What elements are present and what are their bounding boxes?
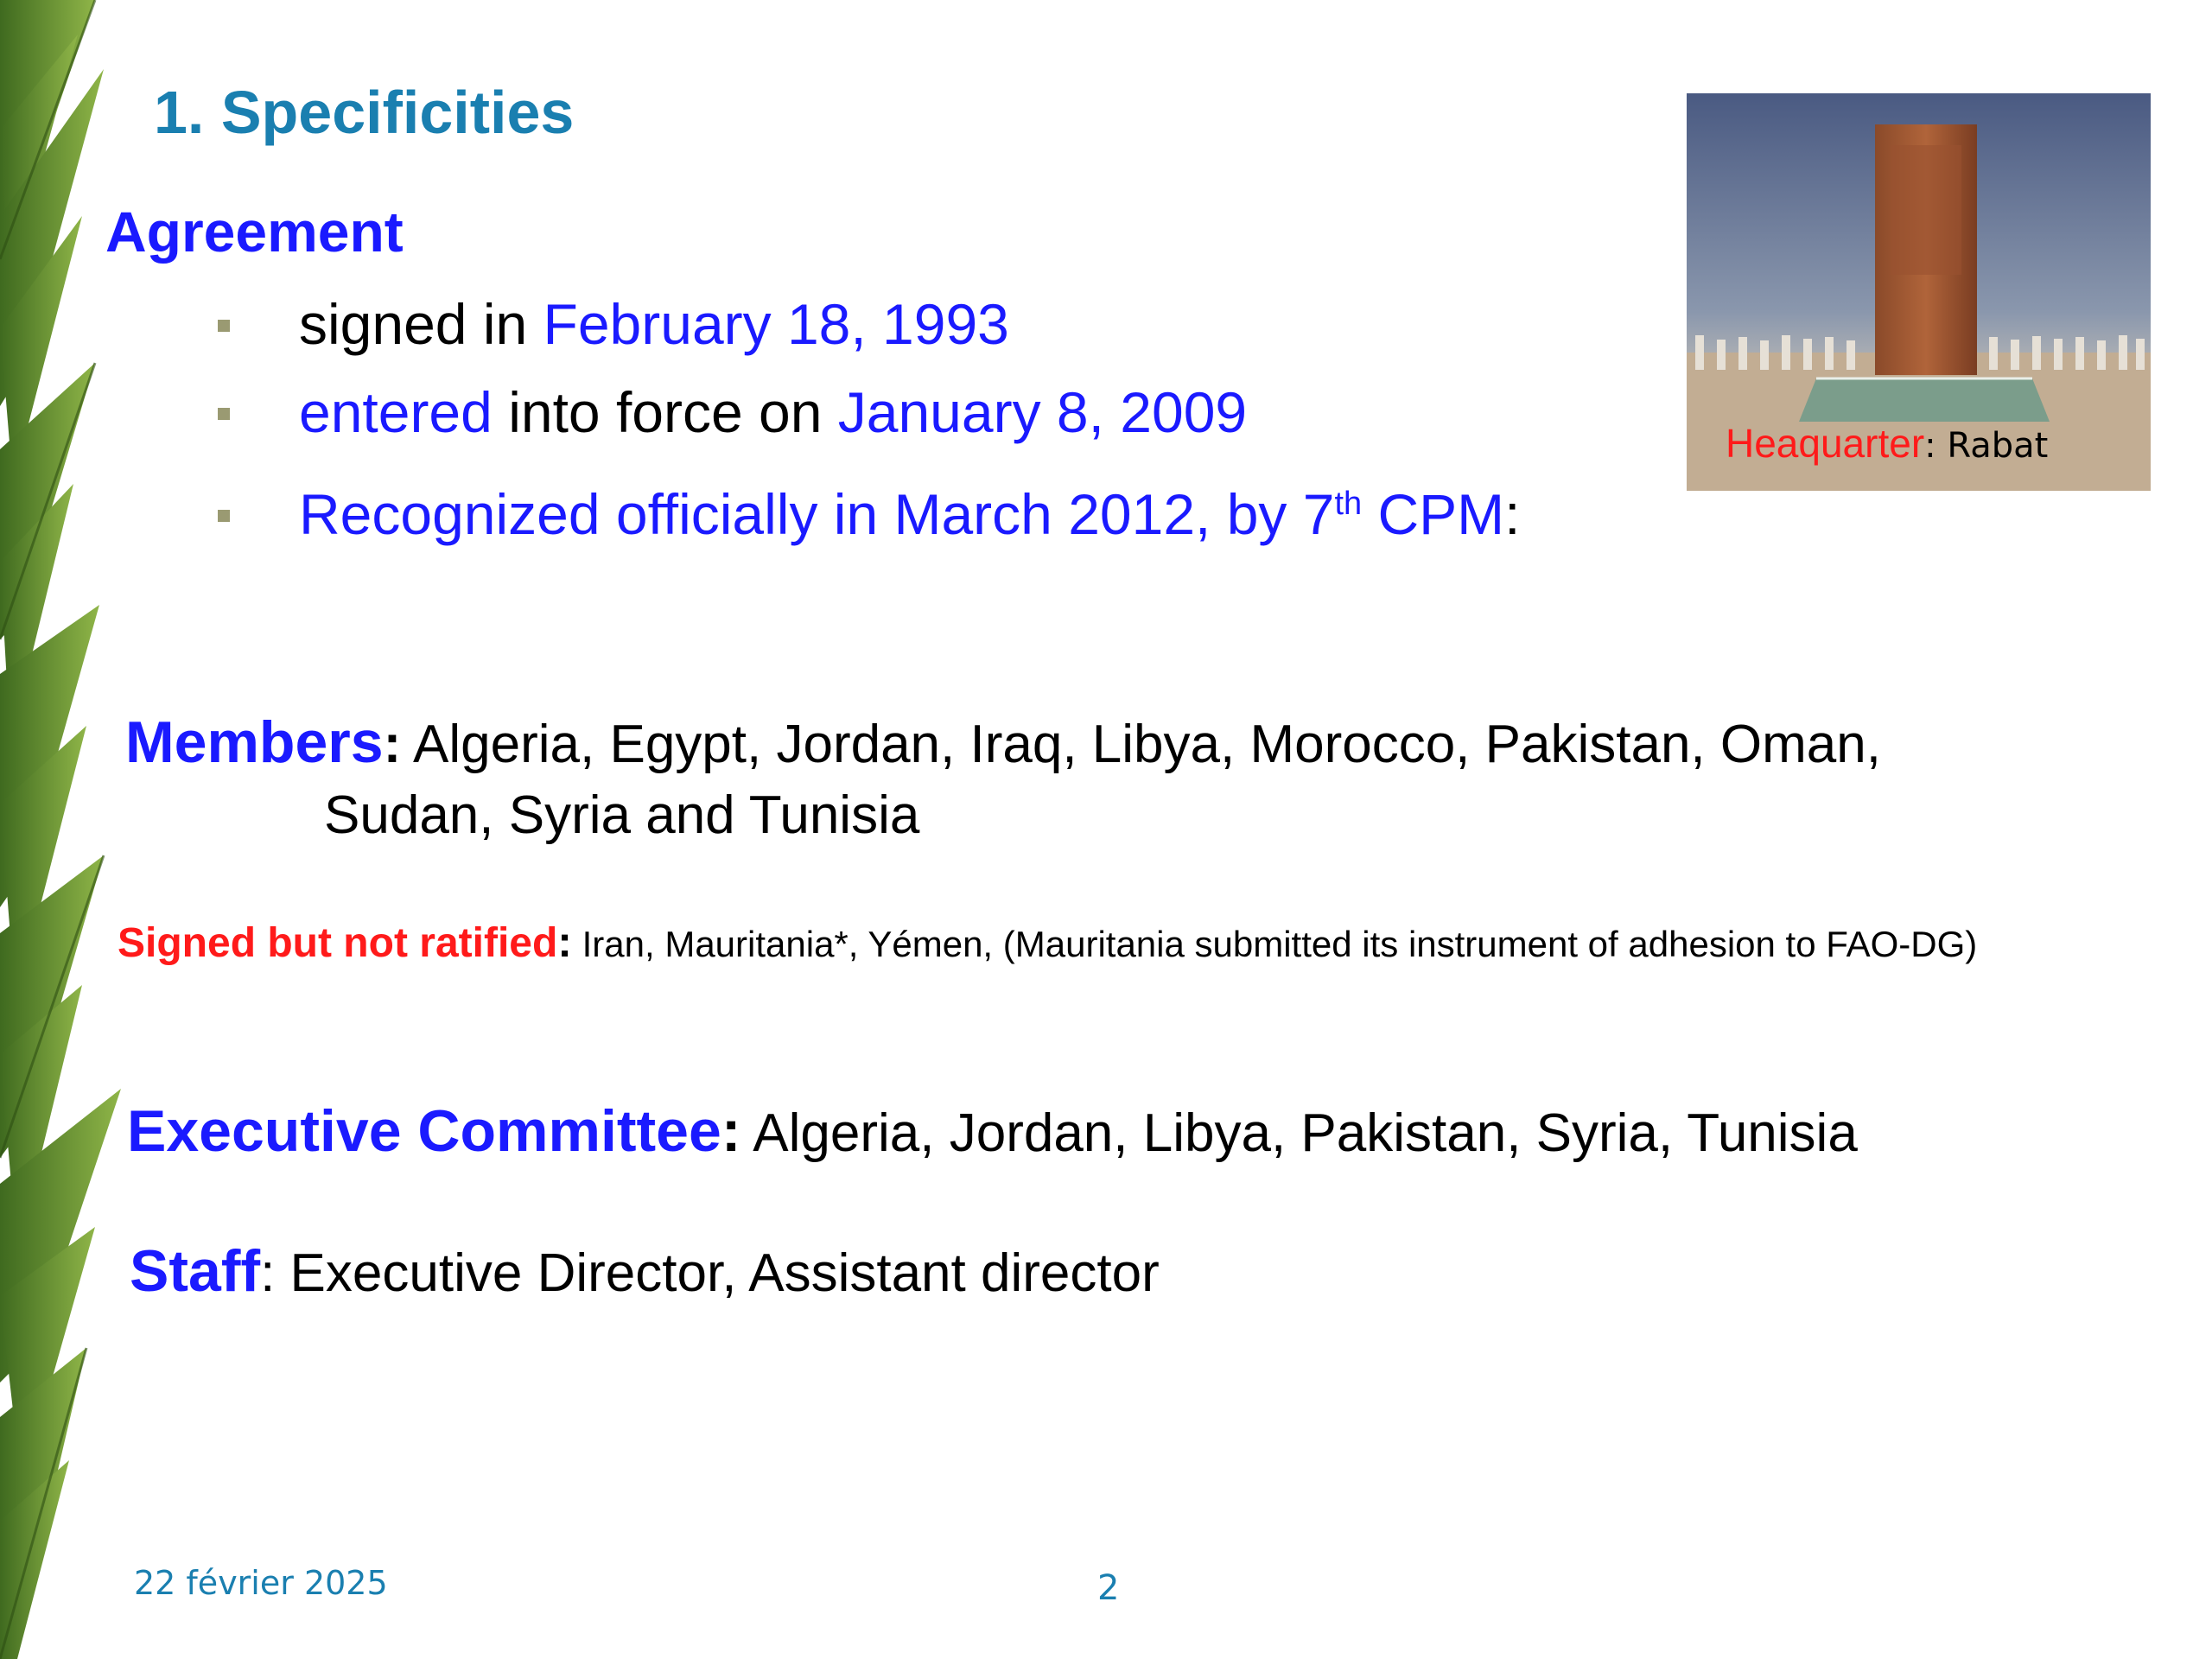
members-list-2: Sudan, Syria and Tunisia <box>324 785 920 845</box>
executive-committee-section <box>127 1097 1858 1165</box>
recognized-text: Recognized officially in March 2012, by 7 <box>299 482 1335 546</box>
colon: : <box>1504 482 1521 546</box>
force-date: January 8, 2009 <box>837 380 1248 444</box>
slide-title: 1. Specificities <box>154 79 575 146</box>
into-force-text: into force on <box>492 380 838 444</box>
members-label: Members <box>125 709 384 775</box>
signed-label: Signed but not ratified <box>118 920 558 966</box>
headquarters-photo <box>1687 93 2151 491</box>
ordinal-suffix: th <box>1334 486 1363 522</box>
agreement-signed-line <box>299 292 1009 356</box>
footer-date: 22 février 2025 <box>134 1564 388 1602</box>
entered-text: entered <box>299 380 493 444</box>
signed-date: February 18, 1993 <box>543 292 1009 356</box>
colon: : <box>721 1098 741 1164</box>
bullet-marker <box>218 320 230 332</box>
bullet-marker <box>218 510 230 522</box>
headquarter-city: : Rabat <box>1924 426 2049 466</box>
cpm-text: CPM <box>1362 482 1505 546</box>
bullet-marker <box>218 408 230 420</box>
signed-section <box>118 918 2105 969</box>
staff-label: Staff <box>130 1238 261 1304</box>
agreement-force-line <box>299 380 1248 444</box>
colon: : <box>383 715 402 774</box>
agreement-heading: Agreement <box>105 200 404 264</box>
signed-list: Iran, Mauritania*, Yémen, (Mauritania submitted its instrument of adhesion to FAO-DG) <box>571 924 1978 964</box>
agreement-recognized-line <box>299 482 1521 546</box>
staff-list: : Executive Director, Assistant director <box>260 1243 1160 1303</box>
photo-caption <box>1726 420 2048 467</box>
members-section <box>125 707 1881 851</box>
headquarter-label: Heaquarter <box>1726 421 1925 466</box>
members-line-1 <box>125 707 1881 780</box>
executive-list: Algeria, Jordan, Libya, Pakistan, Syria, Tunisia <box>741 1103 1858 1163</box>
staff-section <box>130 1237 1160 1305</box>
page-number: 2 <box>1097 1568 1120 1608</box>
signed-text: signed in <box>299 292 543 356</box>
members-list-1: Algeria, Egypt, Jordan, Iraq, Libya, Morocco, Pakistan, Oman, <box>401 715 1881 774</box>
colon: : <box>557 918 572 966</box>
executive-label: Executive Committee <box>127 1098 721 1164</box>
